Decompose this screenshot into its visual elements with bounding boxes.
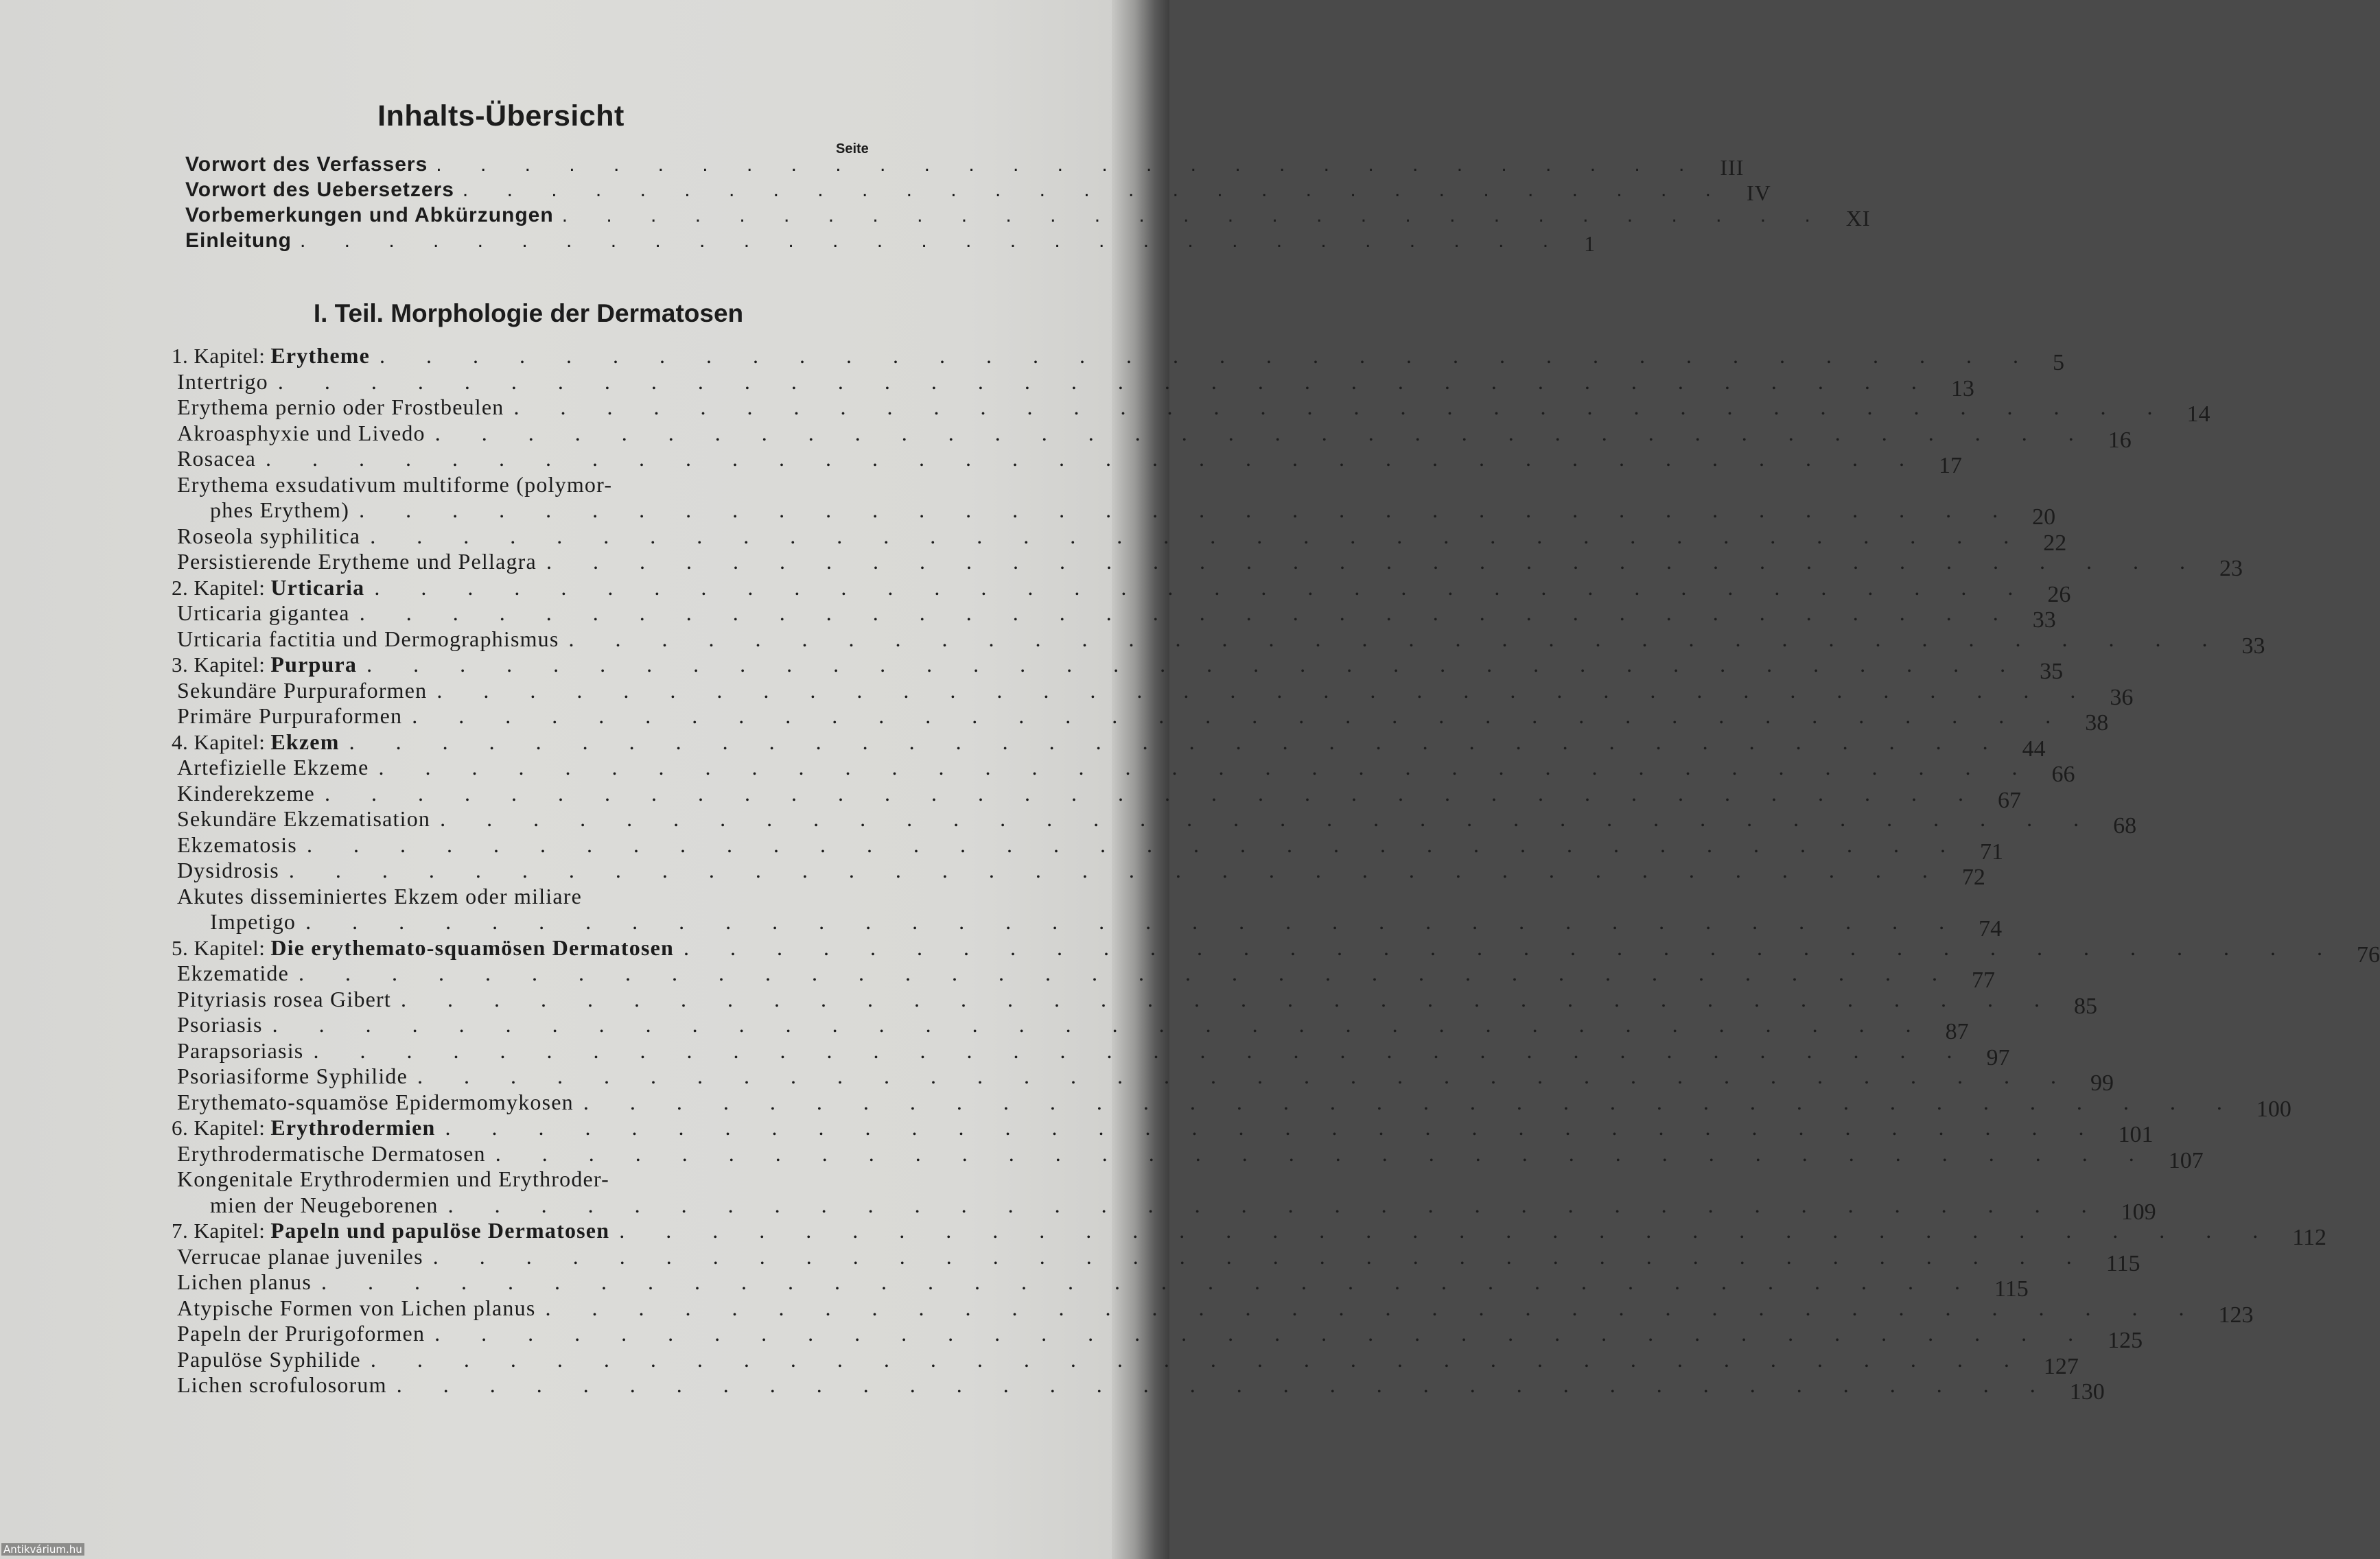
page-number: 20	[2032, 504, 2056, 530]
leader-dots: . . . . . . . . . . . . . . . . . . . . . . . . . . . . . . . . . . . .	[366, 652, 2024, 677]
leader-dots: . . . . . . . . . . . . . . . . . . . . . . . . . . . . .	[561, 204, 1827, 226]
toc-entry-row	[172, 780, 2021, 813]
page-number: 23	[2219, 556, 2243, 581]
entry-title: Ekzematide	[177, 961, 290, 985]
entry-title: Atypische Formen von Lichen planus	[177, 1295, 536, 1320]
toc-entry-row	[172, 1295, 2254, 1328]
entry-title: Verrucae planae juveniles	[177, 1243, 423, 1269]
page-number: 22	[2043, 530, 2067, 556]
front-matter-row	[185, 176, 1771, 205]
front-matter-title: Einleitung	[185, 229, 292, 252]
chapter-label: 7. Kapitel:	[172, 1219, 266, 1243]
entry-title: Pityriasis rosea Gibert	[177, 986, 391, 1011]
entry-title: Artefizielle Ekzeme	[177, 755, 369, 780]
front-matter-row	[185, 151, 1745, 180]
entry-title: Erythrodermatische Dermatosen	[177, 1140, 486, 1166]
leader-dots: . . . . . . . . . . . . . . . . . . . . . . . . . . . . . . . . . . . .	[349, 729, 2006, 754]
entry-title: Persistierende Erytheme und Pellagra	[177, 549, 537, 574]
leader-dots: . . . . . . . . . . . . . . . . . . . . . . . . . . . . . . . . . . . .	[495, 1140, 2152, 1166]
toc-entry-row	[172, 806, 2137, 839]
page-number: 5	[2053, 350, 2065, 375]
entry-title: Impetigo	[210, 909, 296, 934]
entry-title: Rosacea	[177, 446, 257, 471]
page-number: 71	[1979, 839, 2003, 865]
page-number: 107	[2168, 1147, 2204, 1173]
chapter-row	[172, 729, 2046, 762]
entry-title: Intertrigo	[177, 368, 268, 394]
front-matter-list	[185, 151, 1871, 256]
leader-dots: . . . . . . . . . . . . . . . . . . . . . . . . . . . . . . . . . . . .	[546, 549, 2203, 574]
entry-title: Akutes disseminiertes Ekzem oder miliare	[177, 883, 583, 909]
toc-entry-row	[172, 884, 858, 910]
entry-title: Urticaria gigantea	[177, 600, 350, 625]
toc-entry-row	[172, 961, 1996, 993]
leader-dots: . . . . . . . . . . . . . . . . . . . . . . . . . . . . . . . . . . . .	[513, 395, 2171, 419]
toc-entry-row	[172, 858, 1985, 890]
page-number: 36	[2110, 684, 2134, 710]
toc-entry-row	[172, 472, 858, 498]
chapter-title: Erytheme	[270, 343, 371, 368]
chapter-row	[172, 1218, 2326, 1250]
leader-dots: . . . . . . . . . . . . . . . . . . . . . . . . . . . . .	[462, 178, 1728, 201]
chapter-list	[172, 343, 2380, 1405]
entry-title: Parapsoriasis	[177, 1038, 304, 1063]
toc-entry-row	[172, 1167, 858, 1193]
page-number: 115	[2105, 1250, 2140, 1276]
page-number: 130	[2069, 1379, 2105, 1405]
page-number: 101	[2118, 1122, 2154, 1147]
toc-entry-row	[172, 420, 2132, 453]
toc-entry-row	[172, 1321, 2143, 1353]
page-number: 44	[2022, 736, 2046, 762]
chapter-title: Urticaria	[270, 574, 365, 600]
leader-dots: . . . . . . . . . . . . . . . . . . . . . . . . . . . . . . . . . . . .	[445, 1115, 2102, 1140]
leader-dots: . . . . . . . . . . . . . . . . . . . . . . . . . . . . . . . . . . . .	[380, 343, 2037, 368]
chapter-row	[172, 652, 2064, 684]
chapter-label: 6. Kapitel:	[172, 1116, 266, 1140]
toc-entry-row	[172, 1192, 2156, 1225]
leader-dots: . . . . . . . . . . . . . . . . . . . . . . . . . . . . . . . . . . . .	[434, 1321, 2092, 1346]
entry-title: phes Erythem)	[210, 497, 350, 522]
chapter-title: Die erythemato-squamösen Dermatosen	[270, 935, 675, 960]
page-number: 26	[2047, 581, 2071, 607]
watermark: Antikvárium.hu	[1, 1543, 84, 1556]
toc-entry-row	[172, 1346, 2079, 1379]
entry-title: Ekzematosis	[177, 832, 297, 857]
chapter-label: 3. Kapitel:	[172, 653, 266, 677]
page-number: 67	[1997, 787, 2021, 813]
toc-entry-row	[172, 1064, 2114, 1096]
leader-dots: . . . . . . . . . . . . . . . . . . . . . . . . . . . . . . . . . . . .	[396, 1372, 2053, 1397]
front-matter-page: III	[1720, 155, 1745, 180]
toc-entry-row	[172, 1372, 2105, 1405]
chapter-row	[172, 1115, 2154, 1147]
entry-title: Sekundäre Ekzematisation	[177, 806, 431, 831]
page-number: 33	[2032, 607, 2056, 633]
toc-entry-row	[172, 446, 1963, 478]
toc-entry-row	[172, 395, 2210, 427]
page-number: 68	[2113, 813, 2137, 839]
toc-entry-row	[172, 626, 2265, 659]
front-matter-page: IV	[1747, 180, 1771, 205]
toc-entry-row	[172, 986, 2097, 1019]
toc-entry-row	[172, 832, 2003, 865]
toc-entry-row	[172, 755, 2075, 787]
chapter-label: 1. Kapitel:	[172, 344, 266, 368]
leader-dots: . . . . . . . . . . . . . . . . . . . . . . . . . . . . . . . . . . . .	[447, 1192, 2105, 1217]
chapter-label: 4. Kapitel:	[172, 729, 266, 754]
front-matter-row	[185, 202, 1871, 231]
page-number: 100	[2256, 1096, 2291, 1122]
page-number: 17	[1939, 453, 1963, 478]
leader-dots: . . . . . . . . . . . . . . . . . . . . . . . . . . . . . . . . . . . .	[266, 446, 1923, 471]
chapter-row	[172, 574, 2071, 607]
page-number: 123	[2218, 1302, 2254, 1328]
leader-dots: . . . . . . . . . . . . . . . . . . . . . . . . . . . . . . . . . . . .	[374, 574, 2031, 600]
toc-entry-row	[172, 909, 2003, 941]
page-number: 76	[2357, 941, 2380, 968]
leader-dots: . . . . . . . . . . . . . . . . . . . . . . . . . . . . . . . . . . . .	[434, 420, 2092, 445]
entry-title: Psoriasiforme Syphilide	[177, 1064, 408, 1088]
entry-title: Papulöse Syphilide	[177, 1346, 361, 1372]
front-matter-title: Vorbemerkungen und Abkürzungen	[185, 204, 554, 226]
page-number: 99	[2090, 1070, 2114, 1096]
page-number: 13	[1950, 375, 1974, 401]
leader-dots: . . . . . . . . . . . . . . . . . . . . . . . . . . . . . . . . . . . .	[568, 626, 2226, 651]
page-number: 66	[2051, 762, 2075, 787]
leader-dots: . . . . . . . . . . . . . . . . . . . . . . . . . . . . . . . . . . . .	[306, 832, 1963, 857]
leader-dots: . . . . . . . . . . . . . . . . . . . . . . . . . . . . . . . . . . . .	[432, 1243, 2090, 1269]
leader-dots: . . . . . . . . . . . . . . . . . . . . . . . . . . . . . . . . . . . .	[401, 986, 2057, 1011]
leader-dots: . . . . . . . . . . . . . . . . . . . . . . . . . . . . . . . . . . . .	[684, 935, 2341, 960]
page-column-label: Seite	[836, 141, 869, 156]
entry-title: Lichen planus	[177, 1269, 312, 1294]
page-number: 72	[1961, 865, 1985, 890]
entry-title: Akroasphyxie und Livedo	[177, 420, 425, 445]
leader-dots: . . . . . . . . . . . . . . . . . . . . . . . . . . . . . . . . . . . .	[277, 368, 1935, 394]
page-number: 38	[2085, 710, 2109, 736]
leader-dots: . . . . . . . . . . . . . . . . . . . . . . . . . . . . . . . . . . . .	[583, 1089, 2240, 1114]
toc-entry-row	[172, 1038, 2010, 1070]
entry-title: Lichen scrofulosorum	[177, 1372, 387, 1397]
entry-title: Sekundäre Purpuraformen	[177, 677, 428, 703]
page-number: 127	[2043, 1353, 2079, 1379]
chapter-title: Ekzem	[270, 729, 340, 754]
chapter-title: Purpura	[270, 652, 358, 677]
entry-title: Roseola syphilitica	[177, 523, 361, 548]
leader-dots: . . . . . . . . . . . . . . . . . . . . . . . . . . . . . . . . . . . .	[359, 497, 2016, 522]
front-matter-page: XI	[1845, 206, 1871, 231]
toc-entry-row	[172, 703, 2109, 736]
page-number: 87	[1945, 1019, 1969, 1044]
chapter-title: Erythrodermien	[270, 1115, 436, 1140]
toc-entry-row	[172, 1243, 2140, 1276]
page-number: 16	[2108, 427, 2132, 453]
leader-dots: . . . . . . . . . . . . . . . . . . . . . . . . . . . . . . . . . . . .	[378, 755, 2035, 780]
entry-title: Erythema pernio oder Frostbeulen	[177, 395, 504, 419]
entry-title: Erythemato-squamöse Epidermomykosen	[177, 1089, 574, 1114]
toc-entry-row	[172, 523, 2067, 556]
page-number: 35	[2040, 659, 2064, 684]
toc-entry-row	[172, 1012, 1969, 1044]
chapter-row	[172, 935, 2380, 968]
page-number: 112	[2292, 1225, 2326, 1250]
chapter-row	[172, 343, 2065, 375]
chapter-title: Papeln und papulöse Dermatosen	[270, 1218, 610, 1243]
leader-dots: . . . . . . . . . . . . . . . . . . . . . . . . . . . . . . . . . . . .	[417, 1064, 2075, 1088]
part-heading: I. Teil. Morphologie der Dermatosen	[313, 299, 744, 327]
leader-dots: . . . . . . . . . . . . . . . . . . . . . . . . . . . . . . . . . . . .	[272, 1012, 1929, 1037]
front-matter-title: Vorwort des Verfassers	[185, 153, 428, 176]
page-number: 33	[2241, 633, 2265, 659]
chapter-label: 5. Kapitel:	[172, 935, 266, 960]
leader-dots: . . . . . . . . . . . . . . . . . . . . . . . . . . . . . . . . . . . .	[321, 1269, 1978, 1294]
entry-title: mien der Neugeborenen	[210, 1192, 439, 1217]
entry-title: Dysidrosis	[177, 858, 279, 882]
leader-dots: . . . . . . . . . . . . . . . . . . . . . . . . . . . . . . . . . . . .	[545, 1295, 2202, 1320]
toc-entry-row	[172, 1140, 2204, 1173]
page-number: 74	[1979, 916, 2003, 941]
leader-dots: . . . . . . . . . . . . . . . . . . . . . . . . . . . . . . . . . . . .	[370, 1346, 2027, 1372]
page-number: 14	[2186, 401, 2210, 427]
leader-dots: . . . . . . . . . . . . . . . . . . . . . . . . . . . . . . . . . . . .	[324, 780, 1981, 806]
toc-entry-row	[172, 1089, 2291, 1122]
toc-entry-row	[172, 497, 2056, 530]
leader-dots: . . . . . . . . . . . . . . . . . . . . . . . . . . . . . . . . . . . .	[440, 806, 2097, 831]
toc-entry-row	[172, 600, 2056, 633]
page-number: 85	[2074, 993, 2097, 1019]
leader-dots: . . . . . . . . . . . . . . . . . . . . . . . . . . . . . . . . . . . .	[313, 1038, 1970, 1063]
leader-dots: . . . . . . . . . . . . . . . . . . . . . . . . . . . . . . . . . . . .	[288, 858, 1946, 882]
page-number: 109	[2121, 1199, 2156, 1225]
entry-title: Primäre Purpuraformen	[177, 703, 403, 728]
entry-title: Psoriasis	[177, 1012, 263, 1037]
front-matter-page: 1	[1584, 231, 1596, 256]
leader-dots: . . . . . . . . . . . . . . . . . . . . . . . . . . . . . . . . . . . .	[299, 961, 1956, 985]
front-matter-row	[185, 227, 1596, 256]
page-number: 97	[1986, 1044, 2010, 1070]
leader-dots: . . . . . . . . . . . . . . . . . . . . . . . . . . . . . . . . . . . .	[436, 677, 2094, 703]
leader-dots: . . . . . . . . . . . . . . . . . . . . . . . . . . . . . . . . . . . .	[305, 909, 1963, 934]
page-title: Inhalts-Übersicht	[377, 99, 625, 132]
leader-dots: . . . . . . . . . . . . . . . . . . . . . . . . . . . . . . . . . . . .	[412, 703, 2069, 728]
entry-title: Papeln der Prurigoformen	[177, 1321, 425, 1346]
toc-entry-row	[172, 677, 2134, 710]
entry-title: Erythema exsudativum multiforme (polymor-	[177, 471, 613, 497]
leader-dots: . . . . . . . . . . . . . . . . . . . . . . . . . . . . . . . . . . . .	[359, 600, 2016, 625]
leader-dots: . . . . . . . . . . . . . . . . . . . . . . . . . . . . . . . . . . . .	[370, 523, 2027, 548]
page-number: 125	[2108, 1328, 2143, 1353]
toc-entry-row	[172, 1269, 2029, 1302]
page-number: 115	[1994, 1276, 2029, 1302]
front-matter-title: Vorwort des Uebersetzers	[185, 178, 454, 201]
toc-entry-row	[172, 368, 1974, 401]
toc-entry-row	[172, 549, 2243, 581]
entry-title: Kinderekzeme	[177, 780, 315, 806]
leader-dots: . . . . . . . . . . . . . . . . . . . . . . . . . . . . . . . . . . . .	[619, 1218, 2276, 1243]
chapter-label: 2. Kapitel:	[172, 575, 266, 600]
page-number: 77	[1972, 968, 1996, 993]
entry-title: Kongenitale Erythrodermien und Erythroder-	[177, 1167, 610, 1191]
entry-title: Urticaria factitia und Dermographismus	[177, 626, 559, 651]
leader-dots: . . . . . . . . . . . . . . . . . . . . . . . . . . . . .	[300, 229, 1565, 252]
leader-dots: . . . . . . . . . . . . . . . . . . . . . . . . . . . . .	[436, 153, 1701, 176]
